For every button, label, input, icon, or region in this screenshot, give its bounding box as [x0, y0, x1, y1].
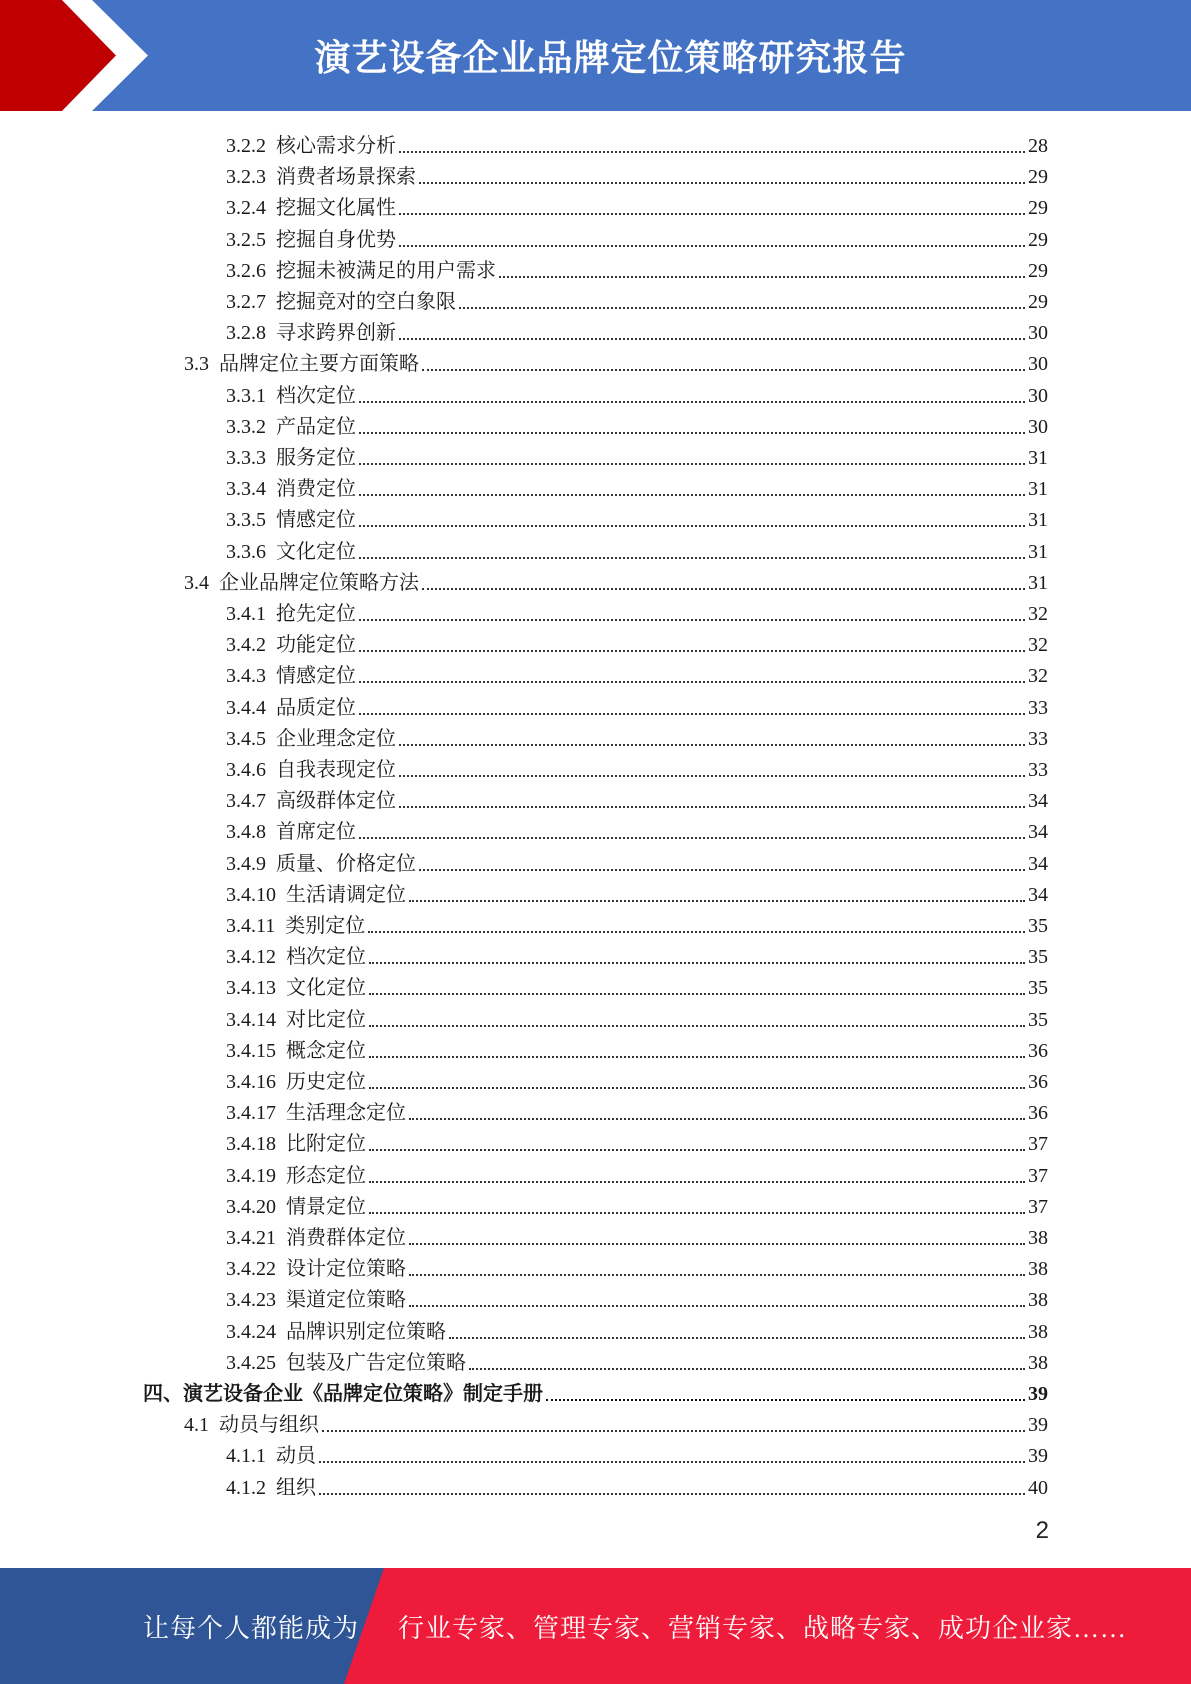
toc-page-number: 39 — [1028, 1414, 1048, 1437]
toc-title: 类别定位 — [285, 915, 366, 937]
toc-row[interactable] — [226, 657, 1048, 688]
toc-row[interactable] — [226, 501, 1048, 532]
toc-page-number: 29 — [1028, 259, 1048, 282]
toc-dot-leader — [359, 494, 1025, 496]
toc-number: 3.4.12 — [226, 946, 276, 969]
toc-title: 四、演艺设备企业《品牌定位策略》制定手册 — [143, 1383, 543, 1405]
toc-page-number: 38 — [1028, 1289, 1048, 1312]
toc-dot-leader — [422, 588, 1025, 590]
footer-slogan-left: 让每个人都能成为 — [143, 1613, 360, 1643]
toc-page-number: 33 — [1028, 727, 1048, 750]
toc-number: 3.4.4 — [226, 696, 266, 719]
toc-row[interactable] — [226, 377, 1048, 408]
toc-page-number: 31 — [1028, 571, 1048, 594]
toc-title: 情感定位 — [276, 665, 356, 688]
toc-title: 挖掘竞对的空白象限 — [276, 291, 456, 313]
toc-dot-leader — [359, 401, 1025, 403]
toc-page-number: 30 — [1028, 353, 1048, 376]
toc-page-number: 36 — [1028, 1039, 1048, 1062]
toc-page-number: 31 — [1028, 447, 1048, 469]
toc-row[interactable] — [226, 938, 1048, 969]
toc-row[interactable] — [226, 283, 1048, 314]
toc-row[interactable] — [226, 189, 1048, 220]
toc-page-number: 35 — [1028, 1008, 1048, 1031]
toc-number: 3.4.5 — [226, 727, 266, 750]
toc-dot-leader — [409, 1118, 1025, 1120]
toc-row[interactable] — [226, 252, 1048, 283]
toc-title: 情景定位 — [286, 1195, 366, 1218]
footer-slogan-right: 行业专家、管理专家、营销专家、战略专家、成功企业家…… — [398, 1613, 1128, 1643]
toc-title: 生活理念定位 — [286, 1102, 406, 1125]
toc-number: 3.3.1 — [226, 384, 266, 407]
toc-row[interactable] — [226, 1001, 1048, 1032]
toc-row[interactable] — [184, 564, 1048, 595]
toc-title: 首席定位 — [276, 821, 356, 844]
toc-title: 文化定位 — [286, 977, 366, 1000]
toc-page-number: 38 — [1028, 1258, 1048, 1281]
toc-page-number: 30 — [1028, 415, 1048, 438]
toc-page-number: 36 — [1028, 1102, 1048, 1125]
toc-row[interactable] — [226, 1344, 1048, 1375]
toc-title: 企业品牌定位策略方法 — [219, 571, 419, 594]
toc-number: 3.4.18 — [226, 1133, 276, 1156]
toc-number: 3.4.20 — [226, 1195, 276, 1218]
toc-row[interactable] — [226, 782, 1048, 813]
toc-page-number: 33 — [1028, 696, 1048, 719]
toc-row[interactable] — [226, 969, 1048, 1000]
toc-page-number: 39 — [1028, 1383, 1048, 1405]
toc-row[interactable] — [226, 158, 1048, 189]
toc-title: 形态定位 — [286, 1164, 366, 1187]
toc-dot-leader — [359, 650, 1025, 652]
toc-title: 功能定位 — [276, 634, 356, 657]
toc-number: 3.2.8 — [226, 322, 266, 345]
toc-row[interactable] — [226, 720, 1048, 751]
toc-page-number: 38 — [1028, 1351, 1048, 1374]
toc-page-number: 30 — [1028, 384, 1048, 407]
toc-page-number: 37 — [1028, 1164, 1048, 1187]
toc-number: 3.4.1 — [226, 603, 266, 625]
toc-title: 高级群体定位 — [276, 790, 396, 813]
toc-number: 3.4.16 — [226, 1071, 276, 1093]
toc-title: 设计定位策略 — [286, 1258, 406, 1281]
toc-number: 3.2.5 — [226, 228, 266, 251]
toc-title: 消费群体定位 — [286, 1227, 406, 1249]
toc-number: 4.1 — [184, 1414, 209, 1437]
toc-row[interactable] — [226, 439, 1048, 470]
toc-title: 抢先定位 — [276, 603, 356, 625]
toc-dot-leader — [322, 1430, 1025, 1432]
toc-title: 情感定位 — [276, 509, 356, 532]
toc-dot-leader — [419, 869, 1025, 871]
toc-title: 比附定位 — [286, 1133, 366, 1156]
toc-number: 3.4.3 — [226, 665, 266, 688]
toc-page-number: 30 — [1028, 322, 1048, 345]
toc-dot-leader — [409, 1243, 1025, 1245]
toc-dot-leader — [422, 369, 1025, 371]
toc-dot-leader — [409, 900, 1025, 902]
toc-row[interactable] — [226, 1313, 1048, 1344]
toc-page-number: 29 — [1028, 166, 1048, 189]
toc-page-number: 28 — [1028, 135, 1048, 157]
toc-dot-leader — [449, 1337, 1025, 1339]
toc-dot-leader — [399, 151, 1025, 153]
toc-row[interactable] — [226, 408, 1048, 439]
toc-dot-leader — [359, 681, 1025, 683]
toc-number: 3.2.6 — [226, 259, 266, 282]
toc-dot-leader — [399, 744, 1025, 746]
toc-row[interactable] — [143, 1375, 1048, 1406]
toc-row[interactable] — [226, 1219, 1048, 1250]
toc-number: 3.4.7 — [226, 790, 266, 813]
toc-page-number: 31 — [1028, 509, 1048, 532]
toc-page-number: 34 — [1028, 821, 1048, 844]
toc-row[interactable] — [226, 1094, 1048, 1125]
toc-page-number: 31 — [1028, 540, 1048, 563]
toc-dot-leader — [359, 432, 1025, 434]
toc-dot-leader — [469, 1368, 1025, 1370]
toc-dot-leader — [419, 182, 1025, 184]
toc-title: 服务定位 — [276, 447, 356, 469]
toc-row[interactable] — [226, 1281, 1048, 1312]
toc-dot-leader — [368, 931, 1025, 933]
toc-number: 3.4.17 — [226, 1102, 276, 1125]
toc-title: 寻求跨界创新 — [276, 322, 396, 345]
page-number: 2 — [1035, 1517, 1049, 1544]
toc-number: 3.4.6 — [226, 759, 266, 781]
toc-title: 档次定位 — [286, 946, 366, 969]
toc-number: 3.4.8 — [226, 821, 266, 844]
toc-row[interactable] — [226, 1125, 1048, 1156]
toc-dot-leader — [369, 1212, 1025, 1214]
toc-row[interactable] — [226, 127, 1048, 158]
toc-title: 品质定位 — [276, 696, 356, 719]
toc-dot-leader — [369, 1056, 1025, 1058]
toc-page-number: 35 — [1028, 915, 1048, 937]
toc-row[interactable] — [226, 1437, 1048, 1468]
toc-number: 3.3.4 — [226, 478, 266, 501]
toc-number: 3.4.11 — [226, 915, 276, 937]
toc-number: 3.2.4 — [226, 197, 266, 220]
toc-page-number: 36 — [1028, 1071, 1048, 1093]
toc-page-number: 38 — [1028, 1320, 1048, 1343]
toc-page-number: 32 — [1028, 665, 1048, 688]
toc-row[interactable] — [226, 813, 1048, 844]
toc-dot-leader — [399, 775, 1025, 777]
toc-title: 品牌定位主要方面策略 — [219, 353, 419, 376]
toc-title: 对比定位 — [286, 1008, 366, 1031]
toc-page-number: 34 — [1028, 852, 1048, 875]
toc-page-number: 40 — [1028, 1476, 1048, 1499]
toc-row[interactable] — [226, 314, 1048, 345]
toc-title: 消费定位 — [276, 478, 356, 501]
toc-title: 包装及广告定位策略 — [286, 1351, 466, 1374]
toc-row[interactable] — [226, 1032, 1048, 1063]
toc-page-number: 39 — [1028, 1445, 1048, 1468]
toc-number: 3.4.13 — [226, 977, 276, 1000]
toc-title: 产品定位 — [276, 415, 356, 438]
toc-dot-leader — [369, 1181, 1025, 1183]
toc-number: 4.1.1 — [226, 1445, 266, 1468]
toc-page-number: 34 — [1028, 790, 1048, 813]
toc-dot-leader — [399, 806, 1025, 808]
toc-row[interactable] — [226, 1250, 1048, 1281]
toc-number: 3.2.2 — [226, 135, 266, 157]
toc-number: 3.4.2 — [226, 634, 266, 657]
toc-row[interactable] — [226, 221, 1048, 252]
toc-title: 核心需求分析 — [276, 135, 396, 157]
toc-dot-leader — [369, 1149, 1025, 1151]
toc-row[interactable] — [226, 876, 1048, 907]
toc-dot-leader — [409, 1274, 1025, 1276]
toc-row[interactable] — [226, 626, 1048, 657]
toc-title: 渠道定位策略 — [286, 1289, 406, 1312]
toc-row[interactable] — [226, 1188, 1048, 1219]
toc-dot-leader — [319, 1461, 1025, 1463]
toc-number: 4.1.2 — [226, 1476, 266, 1499]
toc-number: 3.3.3 — [226, 447, 266, 469]
toc-page-number: 32 — [1028, 634, 1048, 657]
toc-number: 3.3.5 — [226, 509, 266, 532]
toc-title: 概念定位 — [286, 1039, 366, 1062]
toc-title: 文化定位 — [276, 540, 356, 563]
toc-title: 自我表现定位 — [276, 759, 396, 781]
toc-dot-leader — [359, 525, 1025, 527]
toc-number: 3.3.6 — [226, 540, 266, 563]
toc-title: 生活请调定位 — [286, 883, 406, 906]
toc-dot-leader — [546, 1399, 1025, 1401]
toc-row[interactable] — [184, 1406, 1048, 1437]
toc-dot-leader — [369, 1087, 1025, 1089]
toc-row[interactable] — [184, 345, 1048, 376]
toc-dot-leader — [319, 1493, 1025, 1495]
toc-dot-leader — [399, 338, 1025, 340]
toc-title: 历史定位 — [286, 1071, 366, 1093]
toc-dot-leader — [359, 463, 1025, 465]
toc-title: 企业理念定位 — [276, 727, 396, 750]
toc-dot-leader — [359, 619, 1025, 621]
toc-title: 挖掘自身优势 — [276, 228, 396, 251]
toc-number: 3.4.23 — [226, 1289, 276, 1312]
toc-number: 3.4.19 — [226, 1164, 276, 1187]
toc-row[interactable] — [226, 907, 1048, 938]
toc-number: 3.4 — [184, 571, 209, 594]
toc-row[interactable] — [226, 533, 1048, 564]
toc-number: 3.4.24 — [226, 1320, 276, 1343]
toc-number: 3.2.3 — [226, 166, 266, 189]
toc-title: 质量、价格定位 — [276, 852, 416, 875]
toc-title: 挖掘文化属性 — [276, 197, 396, 220]
toc-page-number: 35 — [1028, 946, 1048, 969]
toc-page-number: 29 — [1028, 228, 1048, 251]
toc-row[interactable] — [226, 689, 1048, 720]
toc-page-number: 38 — [1028, 1227, 1048, 1249]
toc-number: 3.4.9 — [226, 852, 266, 875]
toc-title: 消费者场景探索 — [276, 166, 416, 189]
toc-title: 动员 — [276, 1445, 316, 1468]
toc-page-number: 33 — [1028, 759, 1048, 781]
toc-number: 3.4.14 — [226, 1008, 276, 1031]
toc-title: 挖掘未被满足的用户需求 — [276, 259, 496, 282]
toc-number: 3.2.7 — [226, 291, 266, 313]
toc-dot-leader — [359, 557, 1025, 559]
toc-dot-leader — [499, 276, 1025, 278]
toc-number: 3.4.25 — [226, 1351, 276, 1374]
toc-dot-leader — [399, 213, 1025, 215]
toc-row[interactable] — [226, 751, 1048, 782]
toc-dot-leader — [359, 837, 1025, 839]
toc-title: 品牌识别定位策略 — [286, 1320, 446, 1343]
footer-band — [0, 1568, 1191, 1684]
toc-page-number: 34 — [1028, 883, 1048, 906]
toc-row[interactable] — [226, 470, 1048, 501]
toc-title: 档次定位 — [276, 384, 356, 407]
toc-page-number: 35 — [1028, 977, 1048, 1000]
toc-number: 3.4.21 — [226, 1227, 276, 1249]
toc-page-number: 29 — [1028, 197, 1048, 220]
toc-page-number: 37 — [1028, 1133, 1048, 1156]
toc-page-number: 31 — [1028, 478, 1048, 501]
header-band — [0, 0, 1191, 111]
toc-row[interactable] — [226, 595, 1048, 626]
report-title: 演艺设备企业品牌定位策略研究报告 — [314, 38, 907, 79]
toc-dot-leader — [409, 1305, 1025, 1307]
toc-row[interactable] — [226, 1469, 1048, 1500]
toc-row[interactable] — [226, 1063, 1048, 1094]
toc-page-number: 32 — [1028, 603, 1048, 625]
toc-dot-leader — [369, 1025, 1025, 1027]
toc-number: 3.4.22 — [226, 1258, 276, 1281]
toc-page-number: 37 — [1028, 1195, 1048, 1218]
toc-number: 3.4.15 — [226, 1039, 276, 1062]
toc-title: 动员与组织 — [219, 1414, 319, 1437]
toc-number: 3.4.10 — [226, 883, 276, 906]
toc-row[interactable] — [226, 845, 1048, 876]
toc-dot-leader — [369, 962, 1025, 964]
toc-dot-leader — [459, 307, 1025, 309]
toc-dot-leader — [399, 245, 1025, 247]
toc-number: 3.3.2 — [226, 415, 266, 438]
toc-dot-leader — [359, 713, 1025, 715]
toc-dot-leader — [369, 993, 1025, 995]
toc-title: 组织 — [276, 1476, 316, 1499]
toc-page-number: 29 — [1028, 291, 1048, 313]
toc-number: 3.3 — [184, 353, 209, 376]
toc-row[interactable] — [226, 1157, 1048, 1188]
